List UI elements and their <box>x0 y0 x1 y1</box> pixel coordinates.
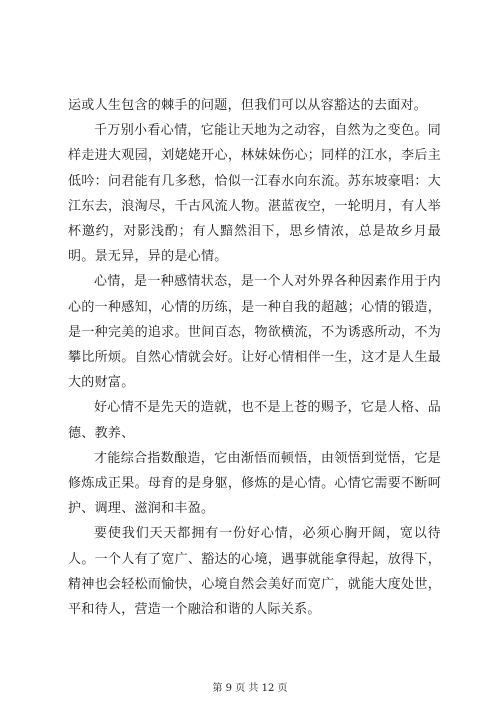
paragraph-4: 好心情不是先天的造就，也不是上苍的赐予，它是人格、品德、教养、 <box>68 400 441 441</box>
document-body <box>68 93 441 622</box>
page-footer: 第 9 页 共 12 页 <box>212 683 288 694</box>
paragraph-2: 千万别小看心情，它能让天地为之动容，自然为之变色。同样走进大观园，刘姥姥开心，林妹妹伤心；同样的江水，李后主低吟：问君能有几多愁，恰似一江春水向东流。苏东坡豪唱：大江东去，浪淘尽，千古风流人物。湛蓝夜空，一轮明月，有人举杯邀约，对影浅酌；有人黯然泪下，思乡情浓，总是故乡月最明。景无异，异的是心情。 <box>68 123 441 265</box>
paragraph-3: 心情，是一种感情状态，是一个人对外界各种因素作用于内心的一种感知，心情的历练，是一种自我的超越；心情的锻造，是一种完美的追求。世间百态，物欲横流，不为诱惑所动，不为攀比所烦。自然心情就会好。让好心情相伴一生，这才是人生最大的财富。 <box>68 274 441 391</box>
paragraph-6: 要使我们天天都拥有一份好心情，必须心胸开阔，宽以待人。一个人有了宽广、豁达的心境，遇事就能拿得起，放得下，精神也会轻松而愉快，心境自然会美好而宽广，就能大度处世，平和待人，营造一个融洽和谐的人际关系。 <box>68 526 441 618</box>
paragraph-5: 才能综合指数酿造，它由渐悟而顿悟，由领悟到觉悟，它是修炼成正果。母育的是身躯，修炼的是心情。心情它需要不断呵护、调理、滋润和丰盈。 <box>68 450 441 517</box>
paragraph-1: 运或人生包含的棘手的问题，但我们可以从容豁达的去面对。 <box>68 98 428 113</box>
